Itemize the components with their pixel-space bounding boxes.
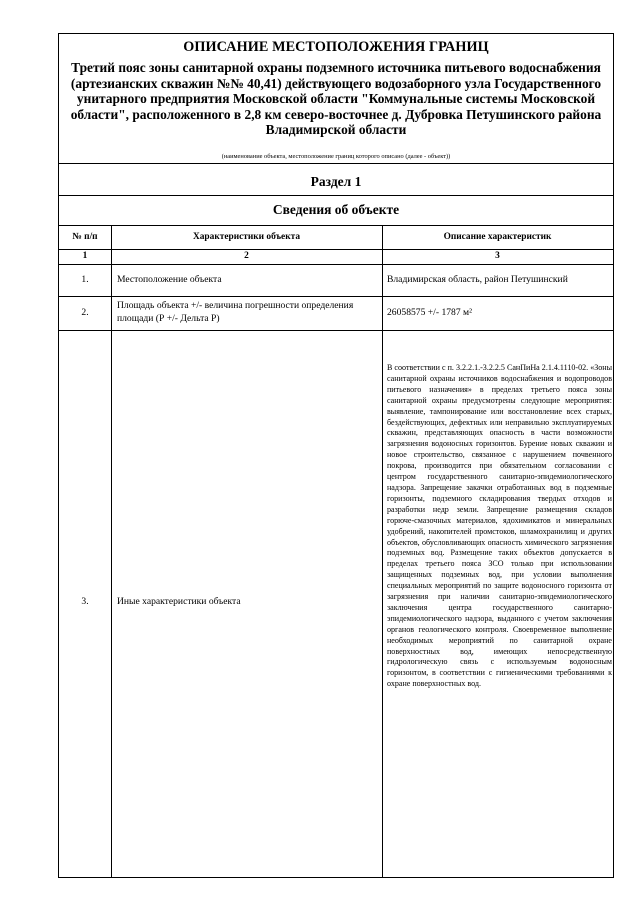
document-frame — [58, 33, 614, 878]
document-title: ОПИСАНИЕ МЕСТОПОЛОЖЕНИЯ ГРАНИЦ — [183, 39, 489, 55]
table-header-description: Описание характеристик — [443, 232, 552, 242]
table-header-number: № п/п — [72, 232, 98, 242]
row-number: 2. — [81, 307, 89, 318]
row-number: 1. — [81, 274, 89, 285]
column-number: 3 — [495, 251, 500, 261]
row-description: Владимирская область, район Петушинский — [387, 274, 568, 285]
table-column-divider — [111, 225, 112, 877]
row-characteristic: Площадь объекта +/- величина погрешности определения площади (Р +/- Дельта Р) — [117, 300, 354, 324]
section-title: Раздел 1 — [310, 174, 362, 189]
column-number: 1 — [82, 251, 88, 261]
row-characteristic: Местоположение объекта — [117, 274, 222, 285]
info-heading: Сведения об объекте — [272, 202, 400, 217]
object-name-caption: (наименование объекта, местоположение границ которого описано (далее - объект)) — [221, 153, 451, 160]
table-header-characteristic: Характеристики объекта — [192, 232, 301, 242]
table-column-divider — [382, 225, 383, 877]
divider — [59, 163, 613, 164]
table-row-divider — [59, 330, 613, 331]
row-description: 26058575 +/- 1787 м² — [387, 307, 472, 318]
column-number: 2 — [244, 251, 249, 261]
object-name: Третий пояс зоны санитарной охраны подземного источника питьевого водоснабжения (артезианских скважин №№ 40,41) действующего водозаборного узла Государственного унитарного предприятия Московской области "Коммунальные системы Московской области", расположенного в 2,8 км северо-восточнее д. Дубровка Петушинского района Владимирской области — [70, 60, 602, 137]
row-description: В соответствии с п. 3.2.2.1.-3.2.2.5 СанПиНа 2.1.4.1110-02. «Зоны санитарной охраны источников водоснабжения и водопроводов питьевого назначения» в пределах третьего пояса зоны санитарной охраны предусмотрены следующие мероприятия: выявление, тампонирование или восстановление всех старых, бездействующих, дефектных или неправильно эксплуатируемых скважин, представляющих опасность в части возможности загрязнения водоносных горизонтов. Бурение новых скважин и новое строительство, связанное с нарушением почвенного покрова, производится при обязательном согласовании с центром государственного санитарно-эпидемиологического надзора. Запрещение закачки отработанных вод в подземные горизонты, подземного складирования твердых отходов и разработки недр земли. Запрещение размещения складов горюче-смазочных материалов, ядохимикатов и минеральных удобрений, накопителей промстоков, шламохранилищ и других объектов, обусловливающих опасность химического загрязнения подземных вод. Размещение таких объектов допускается в пределах третьего пояса ЗСО только при использовании защищенных подземных вод, при условии выполнения специальных мероприятий по защите водоносного горизонта от загрязнения при наличии санитарно-эпидемиологического заключения центра государственного санитарно-эпидемиологического надзора, выданного с учетом заключения органов геологического контроля. Своевременное выполнение необходимых мероприятий по санитарной охране поверхностных вод, имеющих непосредственную гидрологическую связь с используемым водоносным горизонтом, в соответствии с гигиеническими требованиями к охране поверхностных вод. — [387, 363, 612, 689]
row-number: 3. — [81, 596, 89, 607]
row-characteristic: Иные характеристики объекта — [117, 596, 241, 607]
